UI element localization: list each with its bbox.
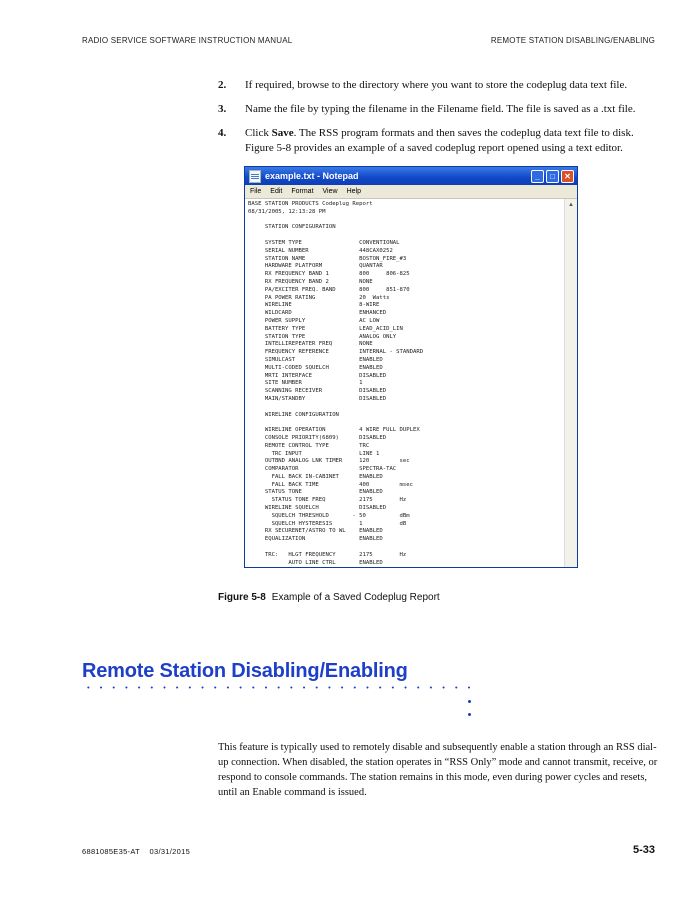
scroll-up-arrow-icon[interactable]: ▲ — [568, 202, 574, 208]
report-line: SYSTEM TYPE CONVENTIONAL — [248, 239, 400, 246]
step-text: If required, browse to the directory where you want to store the codeplug data text file. — [245, 79, 628, 91]
figure-caption-text: Example of a Saved Codeplug Report — [271, 592, 440, 603]
report-line — [248, 217, 562, 225]
report-line: POWER SUPPLY AC LOW — [248, 317, 380, 324]
step-3 — [218, 102, 658, 117]
report-line: TRC: HLGT FREQUENCY 2175 Hz — [248, 551, 407, 558]
report-line: STATUS TONE FREQ 2175 Hz — [248, 497, 407, 504]
maximize-button[interactable]: □ — [546, 170, 559, 183]
report-line: SITE NUMBER 1 — [248, 380, 363, 387]
notepad-titlebar[interactable] — [245, 167, 577, 185]
notepad-app-icon — [249, 170, 261, 183]
section-rule-dot — [468, 713, 471, 716]
footer-doc-info — [82, 847, 190, 856]
menu-file[interactable]: File — [250, 188, 262, 195]
figure-label: Figure 5-8 — [218, 592, 266, 603]
report-line: STATION NAME BOSTON_FIRE_#3 — [248, 255, 407, 262]
report-line: WIRELINE OPERATION 4 WIRE FULL DUPLEX — [248, 427, 420, 434]
step-number: 3. — [218, 103, 227, 115]
step-text-rest: . The RSS program formats and then saves the codeplug data text file to disk. Figure 5-8 provides an example of a saved codeplug report opened using a text editor. — [245, 127, 634, 154]
menu-help[interactable]: Help — [346, 188, 361, 195]
footer-date: 03/31/2015 — [149, 847, 191, 856]
report-line — [248, 232, 562, 240]
step-4 — [218, 126, 658, 156]
step-number: 4. — [218, 127, 227, 139]
step-number: 2. — [218, 79, 227, 91]
report-line: BASE STATION PRODUCTS Codeplug Report — [248, 201, 373, 207]
report-line: BATTERY TYPE LEAD_ACID_LIN — [248, 325, 403, 332]
step-text-prefix: Click — [245, 127, 272, 139]
report-line: FALL BACK IN-CABINET ENABLED — [248, 473, 383, 480]
report-line: SQUELCH HYSTERESIS 1 dB — [248, 520, 407, 527]
report-line: STATUS TONE ENABLED — [248, 489, 383, 496]
report-line: WIRELINE 8-WIRE — [248, 302, 380, 309]
report-line: SQUELCH THRESHOLD - 50 dBm — [248, 512, 410, 519]
save-term: Save — [271, 127, 294, 139]
report-line: PA/EXCITER FREQ. BAND 800 851-870 — [248, 286, 410, 293]
report-line: MRTI INTERFACE DISABLED — [248, 372, 387, 379]
report-line: TRC INPUT LINE 1 — [248, 450, 380, 457]
report-line — [248, 419, 562, 427]
menu-format[interactable]: Format — [291, 188, 314, 195]
report-line: MULTI-CODED SQUELCH ENABLED — [248, 364, 383, 371]
page-number: 5-33 — [632, 844, 655, 856]
section-dotted-rule — [82, 686, 474, 689]
menu-edit[interactable]: Edit — [270, 188, 283, 195]
report-line: RX FREQUENCY BAND 2 NONE — [248, 278, 373, 285]
notepad-window — [244, 166, 578, 568]
report-line: SERIAL NUMBER 448CAX0252 — [248, 247, 393, 254]
vertical-scrollbar[interactable] — [564, 199, 577, 567]
procedure-steps — [218, 78, 658, 165]
minimize-button[interactable]: _ — [531, 170, 544, 183]
report-line: RX FREQUENCY BAND 1 800 806-825 — [248, 271, 410, 278]
figure-caption — [218, 592, 440, 603]
report-line — [248, 544, 562, 552]
report-line: STATION CONFIGURATION — [248, 224, 336, 231]
report-line: WIRELINE CONFIGURATION — [248, 411, 339, 418]
close-button[interactable]: ✕ — [561, 170, 574, 183]
report-line: FREQUENCY REFERENCE INTERNAL - STANDARD — [248, 349, 424, 356]
running-header-right: REMOTE STATION DISABLING/ENABLING — [490, 36, 655, 45]
section-paragraph: This feature is typically used to remotely disable and subsequently enable a station through an RSS dial-up connection. When disabled, the station operates in “RSS Only” mode and cannot transmit, receive, or respond to console commands. The station remains in this mode, even during power cycles and resets, until an Enable command is issued. — [218, 742, 658, 798]
report-line: AUTO LINE CTRL ENABLED — [248, 559, 383, 566]
notepad-menubar — [245, 185, 577, 199]
report-line: FALL BACK TIME 400 msec — [248, 481, 414, 488]
report-line: EQUALIZATION ENABLED — [248, 536, 383, 543]
report-line — [248, 404, 562, 412]
report-line: SIMULCAST ENABLED — [248, 356, 383, 363]
window-controls — [531, 170, 574, 183]
report-line: WIRELINE SQUELCH DISABLED — [248, 505, 387, 512]
report-line: PA POWER RATING 20 Watts — [248, 294, 390, 301]
report-line: OUTBND ANALOG LNK TIMER 120 sec — [248, 458, 410, 465]
report-line: 08/31/2005, 12:13:28 PM — [248, 208, 326, 215]
running-header-left: RADIO SERVICE SOFTWARE INSTRUCTION MANUAL — [82, 36, 293, 45]
footer-doc-id: 6881085E35-AT — [82, 847, 140, 856]
report-line: HARDWARE PLATFORM QUANTAR — [248, 263, 383, 270]
report-line: CONSOLE PRIORITY(6809) DISABLED — [248, 434, 387, 441]
report-line: INTELLIREPEATER FREQ NONE — [248, 341, 373, 348]
notepad-title: example.txt - Notepad — [265, 171, 359, 181]
report-line: STATION TYPE ANALOG ONLY — [248, 333, 397, 340]
report-line: WILDCARD ENHANCED — [248, 310, 387, 317]
notepad-text-area[interactable] — [245, 199, 565, 567]
section-heading: Remote Station Disabling/Enabling — [82, 660, 408, 682]
report-line: COMPARATOR SPECTRA-TAC — [248, 466, 397, 473]
report-line: SCANNING RECEIVER DISABLED — [248, 388, 387, 395]
report-line: REMOTE CONTROL TYPE TRC — [248, 442, 370, 449]
step-text: Name the file by typing the filename in the Filename field. The file is saved as a .txt file. — [245, 103, 636, 115]
menu-view[interactable]: View — [322, 188, 338, 195]
step-2 — [218, 78, 658, 93]
step-text — [245, 126, 658, 156]
section-rule-dot — [468, 700, 471, 703]
report-line: RX SECURENET/ASTRO TO WL ENABLED — [248, 528, 383, 535]
report-line: MAIN/STANDBY DISABLED — [248, 395, 387, 402]
